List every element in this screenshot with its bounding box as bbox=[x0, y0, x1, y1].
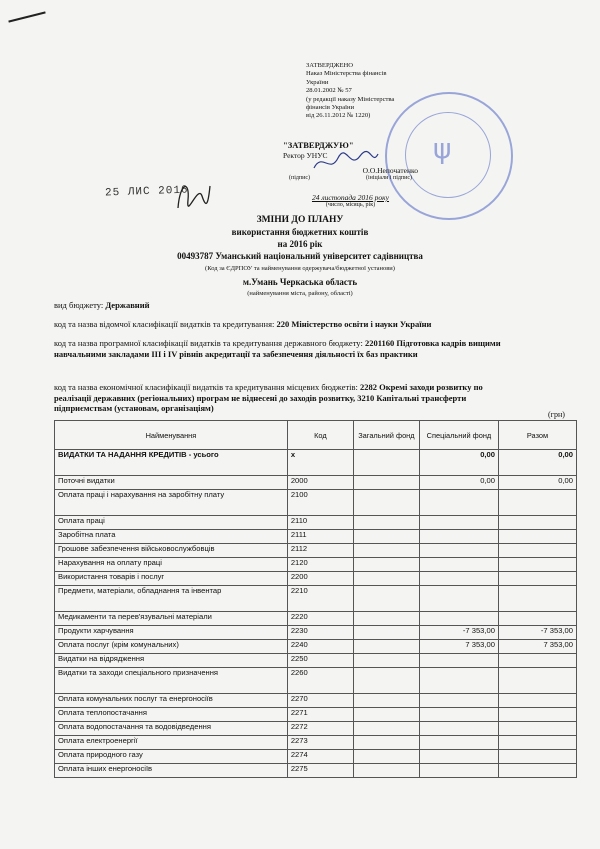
table-row bbox=[55, 476, 577, 490]
row-total bbox=[498, 530, 576, 544]
row-code: 2112 bbox=[287, 544, 353, 558]
name-caption: (ініціали і підпис) bbox=[365, 175, 412, 181]
row-special-fund bbox=[419, 558, 498, 572]
scan-mark bbox=[8, 11, 45, 22]
row-code: 2271 bbox=[287, 708, 353, 722]
row-general-fund bbox=[353, 558, 419, 572]
row-name: Оплата праці і нарахування на заробітну плату bbox=[55, 490, 288, 516]
dept-value: 220 Міністерство освіти і науки України bbox=[276, 319, 432, 329]
program-line bbox=[54, 338, 504, 359]
row-general-fund bbox=[353, 722, 419, 736]
table-row bbox=[55, 736, 577, 750]
dept-line bbox=[54, 319, 431, 329]
table-row bbox=[55, 544, 577, 558]
row-special-fund bbox=[419, 694, 498, 708]
row-total bbox=[498, 654, 576, 668]
row-general-fund bbox=[353, 654, 419, 668]
table-row bbox=[55, 654, 577, 668]
row-special-fund bbox=[419, 572, 498, 586]
row-name: Використання товарів і послуг bbox=[55, 572, 288, 586]
row-code: 2000 bbox=[287, 476, 353, 490]
row-general-fund bbox=[353, 572, 419, 586]
dept-label: код та назва відомчої класифікації видатків та кредитування: bbox=[54, 319, 277, 329]
econ-label: код та назва економічної класифікації видатків та кредитування місцевих бюджетів: bbox=[54, 382, 361, 392]
approved-line: України bbox=[306, 78, 329, 86]
row-special-fund bbox=[419, 530, 498, 544]
row-special-fund bbox=[419, 544, 498, 558]
budget-table bbox=[54, 420, 577, 778]
row-code: 2273 bbox=[287, 736, 353, 750]
header-special-fund: Спеціальний фонд bbox=[419, 421, 498, 450]
header-name: Найменування bbox=[55, 421, 288, 450]
table-row bbox=[55, 668, 577, 694]
signature-caption: (підпис) bbox=[289, 175, 311, 181]
table-row bbox=[55, 764, 577, 778]
row-total bbox=[498, 612, 576, 626]
row-name: Поточні видатки bbox=[55, 476, 288, 490]
row-total bbox=[498, 722, 576, 736]
row-total: -7 353,00 bbox=[498, 626, 576, 640]
table-row bbox=[55, 558, 577, 572]
row-name: Нарахування на оплату праці bbox=[55, 558, 288, 572]
approved-line: Наказ Міністерства фінансів bbox=[306, 70, 387, 78]
row-special-fund bbox=[419, 490, 498, 516]
approved-line: від 26.11.2012 № 1220) bbox=[306, 112, 371, 120]
econ-value: 2282 Окремі заходи розвитку по реалізації державних (регіональних) програм не віднесені до заходів розвитку, 3210 Капітальні трансферти підприємствам (установам, організаціям) bbox=[54, 382, 483, 413]
row-name: Грошове забезпечення військовослужбовців bbox=[55, 544, 288, 558]
row-total bbox=[498, 516, 576, 530]
row-special-fund bbox=[419, 516, 498, 530]
row-total bbox=[498, 572, 576, 586]
header-code: Код bbox=[287, 421, 353, 450]
row-code: 2120 bbox=[287, 558, 353, 572]
table-row bbox=[55, 708, 577, 722]
header-total: Разом bbox=[498, 421, 576, 450]
row-name: Оплата інших енергоносіїв bbox=[55, 764, 288, 778]
org-caption: (Код за ЄДРПОУ та найменування одержувача/бюджетної установи) bbox=[205, 265, 395, 272]
row-special-fund bbox=[419, 750, 498, 764]
row-general-fund bbox=[353, 516, 419, 530]
row-total bbox=[498, 490, 576, 516]
row-name: Продукти харчування bbox=[55, 626, 288, 640]
table-row bbox=[55, 626, 577, 640]
approval-rector: Ректор УНУС bbox=[283, 151, 328, 160]
approved-line: ЗАТВЕРДЖЕНО bbox=[306, 62, 354, 69]
row-name: Оплата праці bbox=[55, 516, 288, 530]
row-code: 2111 bbox=[287, 530, 353, 544]
row-special-fund bbox=[419, 708, 498, 722]
budget-type-line bbox=[54, 300, 150, 310]
row-general-fund bbox=[353, 668, 419, 694]
table-row bbox=[55, 516, 577, 530]
row-total bbox=[498, 558, 576, 572]
row-code: 2240 bbox=[287, 640, 353, 654]
row-code: 2260 bbox=[287, 668, 353, 694]
row-code: 2220 bbox=[287, 612, 353, 626]
row-special-fund bbox=[419, 722, 498, 736]
row-general-fund bbox=[353, 764, 419, 778]
place-name: м.Умань Черкаська область bbox=[242, 277, 358, 287]
received-signature bbox=[172, 176, 212, 214]
table-row bbox=[55, 722, 577, 736]
approved-line: (у редакції наказу Міністерства bbox=[306, 95, 395, 103]
row-code: 2272 bbox=[287, 722, 353, 736]
row-special-fund: 0,00 bbox=[419, 476, 498, 490]
row-total bbox=[498, 668, 576, 694]
table-row bbox=[55, 750, 577, 764]
row-code: x bbox=[287, 450, 353, 476]
budget-type-label: вид бюджету: bbox=[54, 300, 106, 310]
table-row bbox=[55, 694, 577, 708]
table-row bbox=[55, 572, 577, 586]
program-label: код та назва програмної класифікації видатків та кредитування державного бюджету: bbox=[54, 338, 365, 348]
row-general-fund bbox=[353, 490, 419, 516]
row-code: 2110 bbox=[287, 516, 353, 530]
row-special-fund bbox=[419, 612, 498, 626]
row-general-fund bbox=[353, 476, 419, 490]
row-name: Оплата теплопостачання bbox=[55, 708, 288, 722]
table-row bbox=[55, 490, 577, 516]
header-general-fund: Загальний фонд bbox=[353, 421, 419, 450]
table-header-row bbox=[55, 421, 577, 450]
row-general-fund bbox=[353, 708, 419, 722]
row-total bbox=[498, 544, 576, 558]
row-total bbox=[498, 764, 576, 778]
row-name: Оплата послуг (крім комунальних) bbox=[55, 640, 288, 654]
row-code: 2270 bbox=[287, 694, 353, 708]
row-general-fund bbox=[353, 736, 419, 750]
table-row bbox=[55, 530, 577, 544]
place-caption: (найменування міста, району, області) bbox=[247, 290, 353, 297]
row-code: 2275 bbox=[287, 764, 353, 778]
row-name: Заробітна плата bbox=[55, 530, 288, 544]
row-total bbox=[498, 694, 576, 708]
row-total: 0,00 bbox=[498, 476, 576, 490]
row-name: Медикаменти та перев'язувальні матеріали bbox=[55, 612, 288, 626]
approved-line: 28.01.2002 № 57 bbox=[306, 87, 352, 95]
row-general-fund bbox=[353, 544, 419, 558]
row-total bbox=[498, 736, 576, 750]
row-special-fund bbox=[419, 764, 498, 778]
row-general-fund bbox=[353, 612, 419, 626]
row-name: Видатки на відрядження bbox=[55, 654, 288, 668]
row-special-fund: 0,00 bbox=[419, 450, 498, 476]
row-total bbox=[498, 750, 576, 764]
row-code: 2100 bbox=[287, 490, 353, 516]
row-code: 2200 bbox=[287, 572, 353, 586]
row-general-fund bbox=[353, 750, 419, 764]
row-name: Видатки та заходи спеціального призначення bbox=[55, 668, 288, 694]
row-general-fund bbox=[353, 694, 419, 708]
approval-name: О.О.Непочатенко bbox=[362, 166, 418, 175]
row-name: Оплата електроенергії bbox=[55, 736, 288, 750]
rector-signature bbox=[310, 148, 380, 176]
table-row bbox=[55, 586, 577, 612]
table-row bbox=[55, 612, 577, 626]
row-general-fund bbox=[353, 530, 419, 544]
row-total: 0,00 bbox=[498, 450, 576, 476]
program-value: 2201160 Підготовка кадрів вищими навчальними закладами ІІІ і IV рівнів акредитації та забезпечення діяльності їх баз практики bbox=[54, 338, 501, 359]
approval-date: 24 листопада 2016 року bbox=[311, 193, 390, 202]
row-special-fund: 7 353,00 bbox=[419, 640, 498, 654]
row-name: Оплата природного газу bbox=[55, 750, 288, 764]
doc-subtitle: використання бюджетних коштів bbox=[231, 227, 369, 237]
currency-unit: (грн) bbox=[548, 410, 565, 419]
row-general-fund bbox=[353, 640, 419, 654]
budget-type-value: Державний bbox=[105, 300, 150, 310]
trident-icon: ψ bbox=[433, 132, 452, 165]
received-date-stamp: 25 ЛИС 2016 bbox=[104, 184, 189, 200]
table-row bbox=[55, 450, 577, 476]
row-name: ВИДАТКИ ТА НАДАННЯ КРЕДИТІВ - усього bbox=[55, 450, 288, 476]
date-caption: (число, місяць, рік) bbox=[325, 202, 376, 208]
row-special-fund bbox=[419, 586, 498, 612]
row-code: 2230 bbox=[287, 626, 353, 640]
row-code: 2274 bbox=[287, 750, 353, 764]
row-total bbox=[498, 586, 576, 612]
row-general-fund bbox=[353, 450, 419, 476]
row-name: Оплата комунальних послуг та енергоносіїв bbox=[55, 694, 288, 708]
table-body bbox=[55, 450, 577, 778]
row-code: 2250 bbox=[287, 654, 353, 668]
row-total: 7 353,00 bbox=[498, 640, 576, 654]
row-general-fund bbox=[353, 626, 419, 640]
doc-title: ЗМІНИ ДО ПЛАНУ bbox=[256, 215, 344, 225]
row-special-fund bbox=[419, 654, 498, 668]
approved-line: фінансів України bbox=[306, 104, 355, 112]
row-general-fund bbox=[353, 586, 419, 612]
row-name: Предмети, матеріали, обладнання та інвентар bbox=[55, 586, 288, 612]
table-row bbox=[55, 640, 577, 654]
row-name: Оплата водопостачання та водовідведення bbox=[55, 722, 288, 736]
doc-year: на 2016 рік bbox=[277, 239, 323, 249]
row-special-fund bbox=[419, 668, 498, 694]
approval-title: "ЗАТВЕРДЖУЮ" bbox=[283, 140, 354, 150]
row-special-fund bbox=[419, 736, 498, 750]
org-name: 00493787 Уманський національний університет садівництва bbox=[177, 251, 423, 261]
row-special-fund: -7 353,00 bbox=[419, 626, 498, 640]
row-total bbox=[498, 708, 576, 722]
econ-line bbox=[54, 382, 509, 414]
row-code: 2210 bbox=[287, 586, 353, 612]
